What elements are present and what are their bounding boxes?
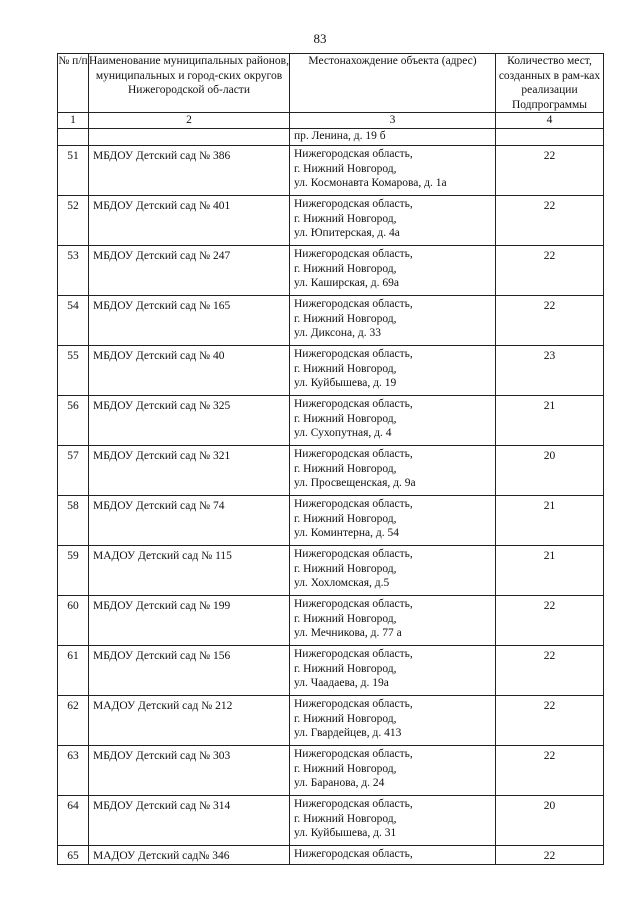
cell-address bbox=[290, 446, 496, 496]
address-line: ул. Сухопутная, д. 4 bbox=[294, 427, 392, 439]
address-line: г. Нижний Новгород, bbox=[294, 462, 397, 475]
cell-number: 63 bbox=[58, 746, 89, 796]
address-line: г. Нижний Новгород, bbox=[294, 762, 397, 775]
cell-count: 21 bbox=[496, 396, 604, 446]
facilities-table bbox=[57, 53, 604, 865]
address-line: Нижегородская область, bbox=[294, 598, 413, 610]
cell-address: пр. Ленина, д. 19 б bbox=[290, 129, 496, 146]
address-line: ул. Куйбышева, д. 31 bbox=[294, 827, 397, 839]
table-row bbox=[58, 546, 604, 596]
address-line: г. Нижний Новгород, bbox=[294, 712, 397, 725]
address-line: г. Нижний Новгород, bbox=[294, 362, 397, 375]
address-line: Нижегородская область, bbox=[294, 648, 413, 660]
address-line: г. Нижний Новгород, bbox=[294, 512, 397, 525]
table-row bbox=[58, 496, 604, 546]
column-number: 2 bbox=[89, 113, 290, 129]
cell-count: 22 bbox=[496, 596, 604, 646]
address-line: Нижегородская область, bbox=[294, 798, 413, 810]
table-row bbox=[58, 746, 604, 796]
address-line: г. Нижний Новгород, bbox=[294, 262, 397, 275]
cell-name: МБДОУ Детский сад № 199 bbox=[89, 596, 290, 646]
column-number: 4 bbox=[496, 113, 604, 129]
address-line: Нижегородская область, bbox=[294, 848, 413, 860]
cell-name: МБДОУ Детский сад № 303 bbox=[89, 746, 290, 796]
table-row bbox=[58, 346, 604, 396]
address-line: г. Нижний Новгород, bbox=[294, 612, 397, 625]
cell-name: МБДОУ Детский сад № 156 bbox=[89, 646, 290, 696]
column-number: 1 bbox=[58, 113, 89, 129]
address-line: ул. Куйбышева, д. 19 bbox=[294, 377, 397, 389]
cell-name: МАДОУ Детский сад№ 346 bbox=[89, 846, 290, 865]
cell-name: МБДОУ Детский сад № 74 bbox=[89, 496, 290, 546]
cell-count: 20 bbox=[496, 446, 604, 496]
cell-count: 22 bbox=[496, 746, 604, 796]
table-row bbox=[58, 846, 604, 865]
cell-address bbox=[290, 246, 496, 296]
cell-address bbox=[290, 496, 496, 546]
table-row bbox=[58, 196, 604, 246]
column-numbers-row bbox=[58, 113, 604, 129]
address-line: Нижегородская область, bbox=[294, 498, 413, 510]
header-number: № п/п bbox=[58, 54, 89, 113]
table-row bbox=[58, 396, 604, 446]
table-row bbox=[58, 796, 604, 846]
cell-number: 54 bbox=[58, 296, 89, 346]
cell-name: МАДОУ Детский сад № 115 bbox=[89, 546, 290, 596]
cell-count: 22 bbox=[496, 246, 604, 296]
cell-count: 22 bbox=[496, 846, 604, 865]
cell-count: 22 bbox=[496, 696, 604, 746]
cell-count: 20 bbox=[496, 796, 604, 846]
cell-address bbox=[290, 296, 496, 346]
address-line: ул. Космонавта Комарова, д. 1а bbox=[294, 177, 447, 189]
address-line: ул. Каширская, д. 69а bbox=[294, 277, 399, 289]
cell-address bbox=[290, 646, 496, 696]
cell-name: МБДОУ Детский сад № 401 bbox=[89, 196, 290, 246]
cell-address bbox=[290, 596, 496, 646]
address-line: г. Нижний Новгород, bbox=[294, 562, 397, 575]
cell-number: 58 bbox=[58, 496, 89, 546]
cell-count: 21 bbox=[496, 496, 604, 546]
cell-name: МАДОУ Детский сад № 212 bbox=[89, 696, 290, 746]
table-row bbox=[58, 696, 604, 746]
address-line: г. Нижний Новгород, bbox=[294, 812, 397, 825]
address-line: Нижегородская область, bbox=[294, 748, 413, 760]
cell-name: МБДОУ Детский сад № 325 bbox=[89, 396, 290, 446]
table-header-row bbox=[58, 54, 604, 113]
address-line: г. Нижний Новгород, bbox=[294, 162, 397, 175]
address-line: Нижегородская область, bbox=[294, 198, 413, 210]
address-line: Нижегородская область, bbox=[294, 448, 413, 460]
cell-name: МБДОУ Детский сад № 247 bbox=[89, 246, 290, 296]
cell-number: 59 bbox=[58, 546, 89, 596]
cell-count: 23 bbox=[496, 346, 604, 396]
cell-address bbox=[290, 696, 496, 746]
table-row bbox=[58, 246, 604, 296]
cell-count: 22 bbox=[496, 146, 604, 196]
cell-number: 53 bbox=[58, 246, 89, 296]
cell-name: МБДОУ Детский сад № 314 bbox=[89, 796, 290, 846]
address-line: Нижегородская область, bbox=[294, 348, 413, 360]
cell-number: 61 bbox=[58, 646, 89, 696]
address-line: ул. Баранова, д. 24 bbox=[294, 777, 385, 789]
cell-name: МБДОУ Детский сад № 165 bbox=[89, 296, 290, 346]
address-line: Нижегородская область, bbox=[294, 148, 413, 160]
address-line: Нижегородская область, bbox=[294, 248, 413, 260]
address-line: г. Нижний Новгород, bbox=[294, 312, 397, 325]
address-line: г. Нижний Новгород, bbox=[294, 212, 397, 225]
cell-count: 22 bbox=[496, 296, 604, 346]
cell-number: 51 bbox=[58, 146, 89, 196]
cell-address bbox=[290, 846, 496, 865]
address-line: ул. Гвардейцев, д. 413 bbox=[294, 727, 402, 739]
address-line: Нижегородская область, bbox=[294, 298, 413, 310]
continuation-row bbox=[58, 129, 604, 146]
table-row bbox=[58, 646, 604, 696]
cell-count: 22 bbox=[496, 196, 604, 246]
table-row bbox=[58, 146, 604, 196]
cell-count: 21 bbox=[496, 546, 604, 596]
cell-number: 55 bbox=[58, 346, 89, 396]
header-count: Количество мест, созданных в рам-ках реализации Подпрограммы bbox=[496, 54, 604, 113]
cell-address bbox=[290, 146, 496, 196]
table-row bbox=[58, 596, 604, 646]
cell-number: 60 bbox=[58, 596, 89, 646]
address-line: Нижегородская область, bbox=[294, 548, 413, 560]
cell-number: 62 bbox=[58, 696, 89, 746]
address-line: г. Нижний Новгород, bbox=[294, 412, 397, 425]
cell-number: 64 bbox=[58, 796, 89, 846]
address-line: ул. Хохломская, д.5 bbox=[294, 577, 390, 589]
cell-address bbox=[290, 346, 496, 396]
cell-name: МБДОУ Детский сад № 321 bbox=[89, 446, 290, 496]
address-line: ул. Мечникова, д. 77 а bbox=[294, 627, 402, 639]
table-row bbox=[58, 446, 604, 496]
cell-name: МБДОУ Детский сад № 40 bbox=[89, 346, 290, 396]
address-line: г. Нижний Новгород, bbox=[294, 662, 397, 675]
address-line: ул. Чаадаева, д. 19а bbox=[294, 677, 389, 689]
address-line: Нижегородская область, bbox=[294, 698, 413, 710]
header-address: Местонахождение объекта (адрес) bbox=[290, 54, 496, 113]
address-line: ул. Юпитерская, д. 4а bbox=[294, 227, 400, 239]
table-row bbox=[58, 296, 604, 346]
cell-address bbox=[290, 746, 496, 796]
cell-address bbox=[290, 196, 496, 246]
cell-name: МБДОУ Детский сад № 386 bbox=[89, 146, 290, 196]
address-line: ул. Просвещенская, д. 9а bbox=[294, 477, 416, 489]
page-number: 83 bbox=[313, 31, 327, 46]
cell-address bbox=[290, 396, 496, 446]
cell-number: 57 bbox=[58, 446, 89, 496]
cell-count: 22 bbox=[496, 646, 604, 696]
address-line: Нижегородская область, bbox=[294, 398, 413, 410]
address-line: ул. Диксона, д. 33 bbox=[294, 327, 381, 339]
column-number: 3 bbox=[290, 113, 496, 129]
cell-number: 56 bbox=[58, 396, 89, 446]
cell-address bbox=[290, 796, 496, 846]
header-name: Наименование муниципальных районов, муниципальных и город-ских округов Нижегородской об-ласти bbox=[89, 54, 290, 113]
address-line: ул. Коминтерна, д. 54 bbox=[294, 527, 399, 539]
cell-number: 52 bbox=[58, 196, 89, 246]
cell-address bbox=[290, 546, 496, 596]
cell-number: 65 bbox=[58, 846, 89, 865]
